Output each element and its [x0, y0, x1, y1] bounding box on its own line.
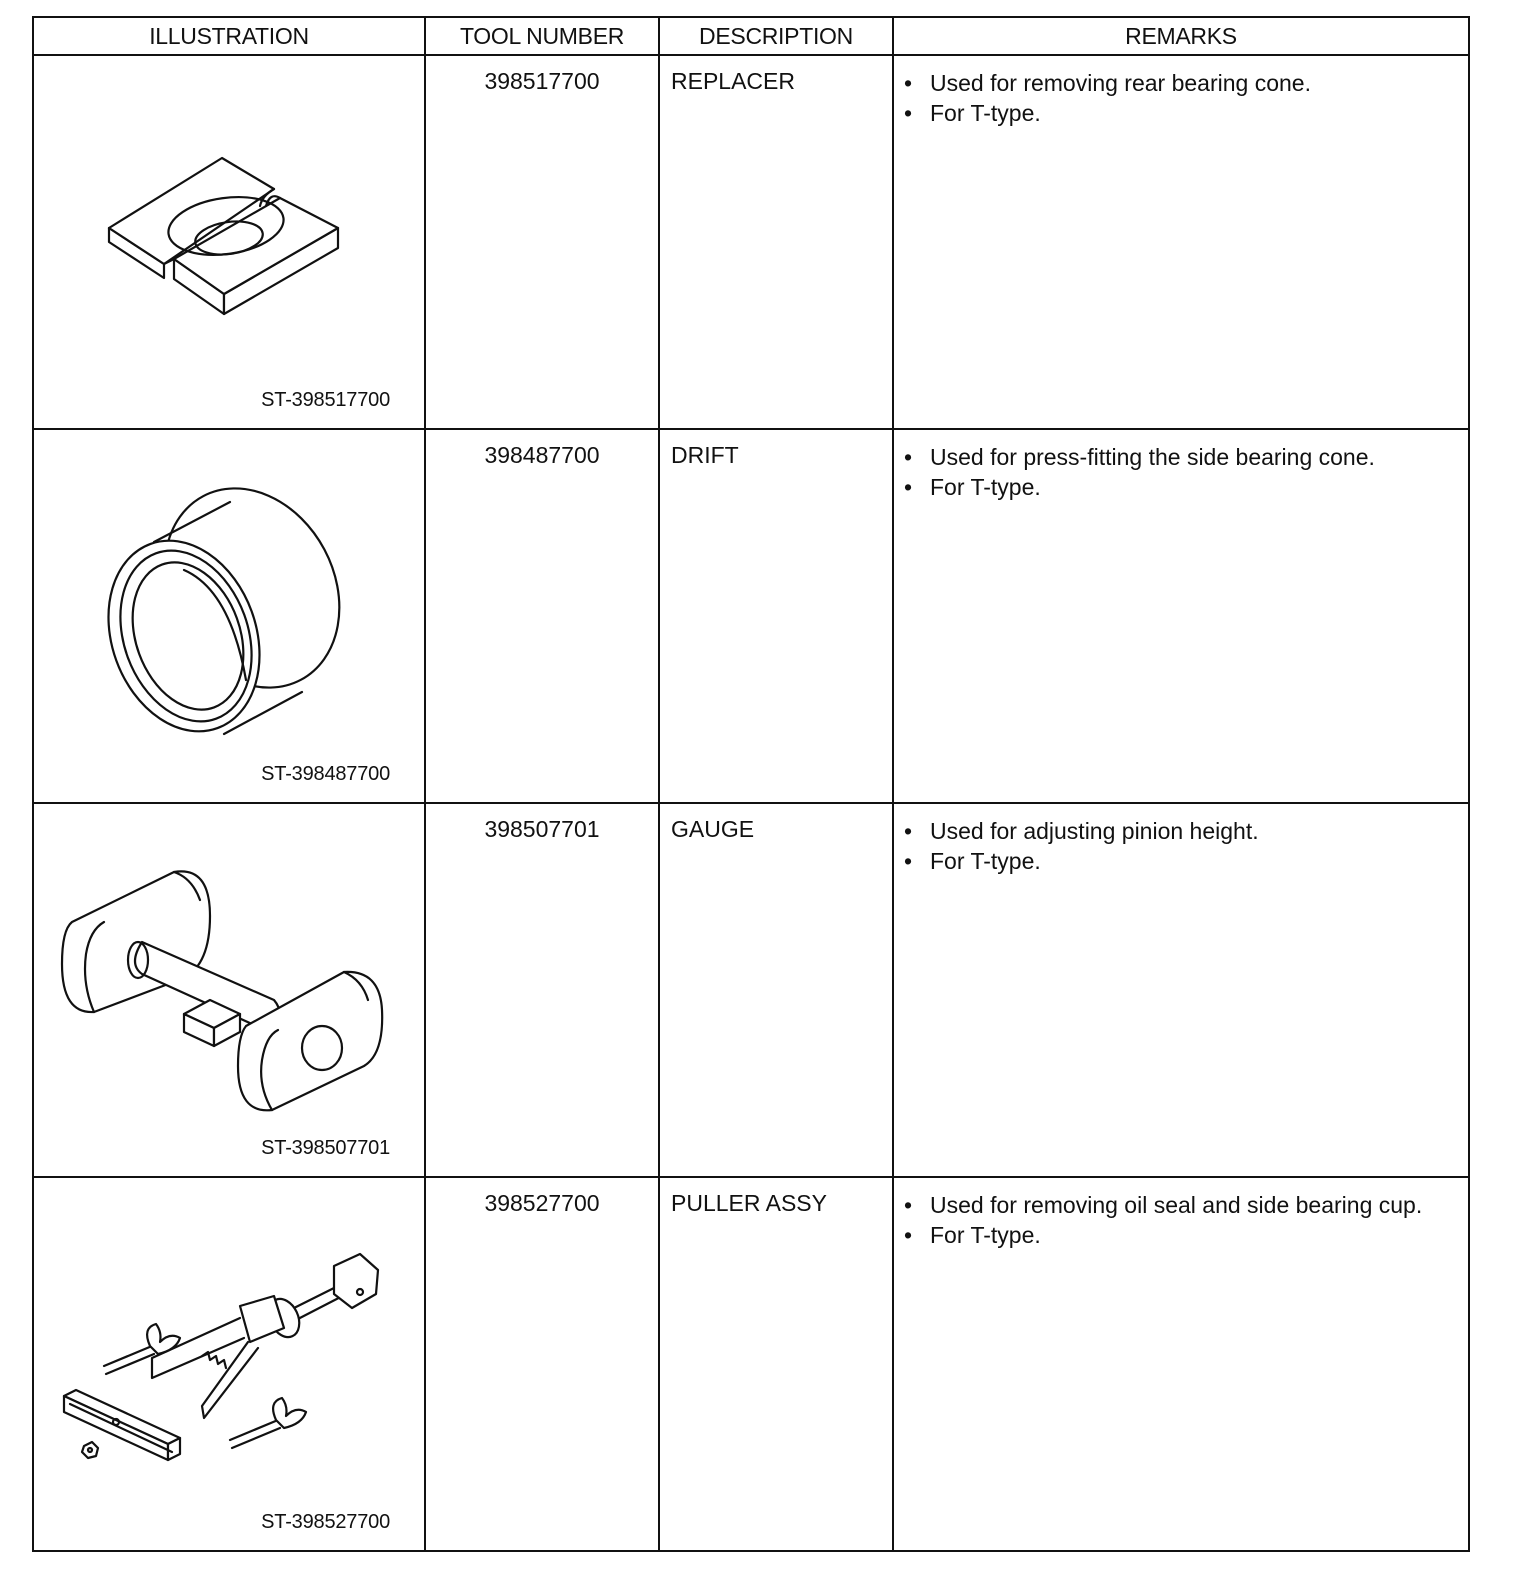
description-cell	[659, 803, 893, 1177]
puller-bolt-upper-shaft-b	[106, 1354, 154, 1374]
gauge-illustration	[34, 804, 426, 1176]
header-row	[33, 17, 1469, 55]
description-cell	[659, 429, 893, 803]
illustration-caption: ST-398517700	[261, 389, 390, 411]
description-cell	[659, 1177, 893, 1551]
bullet-icon: •	[904, 444, 913, 470]
header-remarks: REMARKS	[893, 17, 1469, 55]
tool-description: REPLACER	[671, 68, 795, 94]
remarks-cell	[893, 429, 1469, 803]
remark-text: For T-type.	[930, 474, 1041, 500]
tool-number: 398517700	[484, 68, 600, 94]
tool-description: PULLER ASSY	[671, 1190, 827, 1216]
tool-description: GAUGE	[671, 816, 755, 842]
puller-bolt-upper-shaft-a	[104, 1346, 152, 1366]
remark-text: Used for removing rear bearing cone.	[930, 70, 1311, 96]
puller-small-nut	[82, 1442, 98, 1458]
drift-illustration	[34, 430, 426, 802]
tool-number-cell	[425, 1177, 659, 1551]
puller-spring	[202, 1352, 226, 1368]
remark-item	[904, 816, 1460, 846]
header-description: DESCRIPTION	[659, 17, 893, 55]
bullet-icon: •	[904, 70, 913, 96]
drift-body-top	[154, 502, 230, 542]
description-cell	[659, 55, 893, 429]
puller-hex-nut	[334, 1254, 378, 1308]
table-row	[33, 55, 1469, 429]
remarks-cell	[893, 803, 1469, 1177]
illustration-caption: ST-398507701	[261, 1137, 390, 1159]
remarks-cell	[893, 55, 1469, 429]
tool-number: 398507701	[484, 816, 600, 842]
replacer-illustration	[34, 56, 426, 428]
remarks-cell	[893, 1177, 1469, 1551]
remark-text: For T-type.	[930, 848, 1041, 874]
tool-number-cell	[425, 429, 659, 803]
remark-text: For T-type.	[930, 100, 1041, 126]
table-row	[33, 1177, 1469, 1551]
remarks-list	[894, 804, 1468, 876]
remark-item	[904, 98, 1460, 128]
remark-item	[904, 68, 1460, 98]
remarks-list	[894, 430, 1468, 502]
remark-item	[904, 442, 1460, 472]
tool-description: DRIFT	[671, 442, 739, 468]
remark-text: For T-type.	[930, 1222, 1041, 1248]
illustration-caption: ST-398527700	[261, 1511, 390, 1533]
header-illustration: ILLUSTRATION	[33, 17, 425, 55]
table-row	[33, 429, 1469, 803]
remark-text: Used for removing oil seal and side bearing cup.	[930, 1192, 1423, 1218]
illustration-cell	[33, 429, 425, 803]
illustration-cell	[33, 803, 425, 1177]
bullet-icon: •	[904, 474, 913, 500]
puller-assy-illustration	[34, 1178, 426, 1550]
tool-number-cell	[425, 55, 659, 429]
header-tool-number: TOOL NUMBER	[425, 17, 659, 55]
bullet-icon: •	[904, 848, 913, 874]
remark-text: Used for press-fitting the side bearing cone.	[930, 444, 1375, 470]
remark-text: Used for adjusting pinion height.	[930, 818, 1259, 844]
illustration-caption: ST-398487700	[261, 763, 390, 785]
remark-item	[904, 846, 1460, 876]
remark-item	[904, 1220, 1460, 1250]
table-row	[33, 803, 1469, 1177]
puller-bolt-lower-shaft-a	[230, 1420, 278, 1440]
remarks-list	[894, 56, 1468, 128]
bullet-icon: •	[904, 100, 913, 126]
remark-item	[904, 1190, 1460, 1220]
bullet-icon: •	[904, 1222, 913, 1248]
bullet-icon: •	[904, 1192, 913, 1218]
illustration-cell	[33, 55, 425, 429]
tool-number: 398487700	[484, 442, 600, 468]
remark-item	[904, 472, 1460, 502]
tool-number: 398527700	[484, 1190, 600, 1216]
remarks-list	[894, 1178, 1468, 1250]
puller-wing-nut-lower	[273, 1398, 306, 1428]
tool-number-cell	[425, 803, 659, 1177]
puller-wing-nut-upper	[147, 1324, 180, 1354]
puller-bolt-lower-shaft-b	[232, 1428, 280, 1448]
illustration-cell	[33, 1177, 425, 1551]
special-tools-table	[32, 16, 1470, 1552]
bullet-icon: •	[904, 818, 913, 844]
